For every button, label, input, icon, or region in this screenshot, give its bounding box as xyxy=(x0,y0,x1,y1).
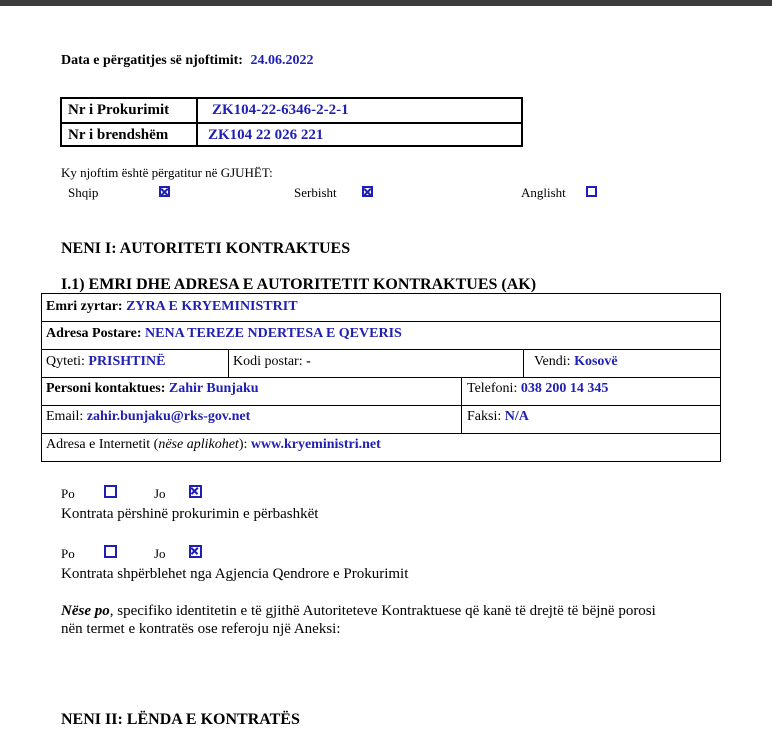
procurement-number-value: ZK104-22-6346-2-2-1 xyxy=(212,102,349,118)
official-name-value: ZYRA E KRYEMINISTRIT xyxy=(126,299,298,314)
website-cell xyxy=(46,437,381,453)
country-cell xyxy=(534,354,618,370)
section-1-title: NENI I: AUTORITETI KONTRAKTUES xyxy=(61,240,351,257)
website-label-italic: nëse aplikohet xyxy=(158,437,239,452)
email-cell xyxy=(46,409,250,425)
contact-person-label: Personi kontaktues xyxy=(46,381,161,396)
country-value: Kosovë xyxy=(574,354,618,369)
city-label: Qyteti: xyxy=(46,354,85,369)
postal-address-label: Adresa Postare xyxy=(46,326,137,341)
languages-intro: Ky njoftim është përgatitur në GJUHËT: xyxy=(61,165,273,180)
language-checkbox-shqip[interactable] xyxy=(159,186,170,197)
language-label-serbisht: Serbisht xyxy=(294,185,337,200)
prep-date-line xyxy=(61,53,313,69)
phone-cell xyxy=(467,381,608,397)
q1-no-label: Jo xyxy=(154,486,166,501)
phone-label: Telefoni: xyxy=(467,381,518,396)
website-label-suffix: ): xyxy=(238,437,248,452)
email-label: Email: xyxy=(46,409,84,424)
procurement-number-table xyxy=(60,97,523,147)
note-line-1 xyxy=(61,603,656,620)
language-label-anglisht: Anglisht xyxy=(521,185,566,200)
q2-no-checkbox[interactable] xyxy=(189,545,202,558)
email-value[interactable]: zahir.bunjaku@rks-gov.net xyxy=(86,409,251,424)
fax-label: Faksi: xyxy=(467,409,502,424)
section-1-1-title: I.1) EMRI DHE ADRESA E AUTORITETIT KONTRAKTUES (AK) xyxy=(61,276,537,293)
authority-table xyxy=(41,293,721,462)
website-label-prefix: Adresa e Internetit ( xyxy=(46,437,159,452)
section-2-title: NENI II: LËNDA E KONTRATËS xyxy=(61,711,300,728)
procurement-number-label: Nr i Prokurimit xyxy=(68,102,170,118)
postal-code-label: Kodi postar: xyxy=(233,354,303,369)
fax-value: N/A xyxy=(504,409,529,424)
language-checkbox-serbisht[interactable] xyxy=(362,186,373,197)
q1-no-checkbox[interactable] xyxy=(189,485,202,498)
q2-yes-label: Po xyxy=(61,546,75,561)
note-line-2: nën termet e kontratës ose referoju një Aneksi: xyxy=(61,621,341,637)
table-row xyxy=(62,99,521,124)
fax-cell xyxy=(467,409,529,425)
official-name-label: Emri zyrtar xyxy=(46,299,118,314)
q1-yes-checkbox[interactable] xyxy=(104,485,117,498)
q2-no-label: Jo xyxy=(154,546,166,561)
q1-text: Kontrata përshinë prokurimin e përbashkët xyxy=(61,506,319,522)
internal-number-label: Nr i brendshëm xyxy=(68,127,169,143)
prep-date-value: 24.06.2022 xyxy=(250,53,314,68)
viewer-top-bar xyxy=(0,0,772,6)
contact-person-value: Zahir Bunjaku xyxy=(168,381,259,396)
contact-person-cell: Personi kontaktues: Zahir Bunjaku xyxy=(46,381,259,396)
country-label: Vendi: xyxy=(534,354,571,369)
phone-value: 038 200 14 345 xyxy=(520,381,609,396)
postal-code-cell xyxy=(233,354,311,370)
note-emphasis: Nëse po xyxy=(61,603,110,619)
postal-address-value: NENA TEREZE NDERTESA E QEVERIS xyxy=(145,326,402,341)
website-value[interactable]: www.kryeministri.net xyxy=(250,437,381,452)
q2-text: Kontrata shpërblehet nga Agjencia Qendrore e Prokurimit xyxy=(61,566,409,582)
city-cell xyxy=(46,354,165,370)
q1-yes-label: Po xyxy=(61,486,75,501)
prep-date-label: Data e përgatitjes së njoftimit: xyxy=(61,53,243,68)
city-value: PRISHTINË xyxy=(88,354,166,369)
postal-code-value: - xyxy=(306,354,311,369)
language-label-shqip: Shqip xyxy=(68,185,99,200)
language-checkbox-anglisht[interactable] xyxy=(586,186,597,197)
official-name-cell: Emri zyrtar: ZYRA E KRYEMINISTRIT xyxy=(46,299,298,314)
q2-yes-checkbox[interactable] xyxy=(104,545,117,558)
note-line-1-text: , specifiko identitetin e të gjithë Autoriteteve Kontraktuese që kanë të drejtë të bëjnë porosi xyxy=(109,603,656,619)
internal-number-value: ZK104 22 026 221 xyxy=(208,127,324,143)
postal-address-cell: Adresa Postare: NENA TEREZE NDERTESA E QEVERIS xyxy=(46,326,402,341)
table-row xyxy=(62,124,521,147)
